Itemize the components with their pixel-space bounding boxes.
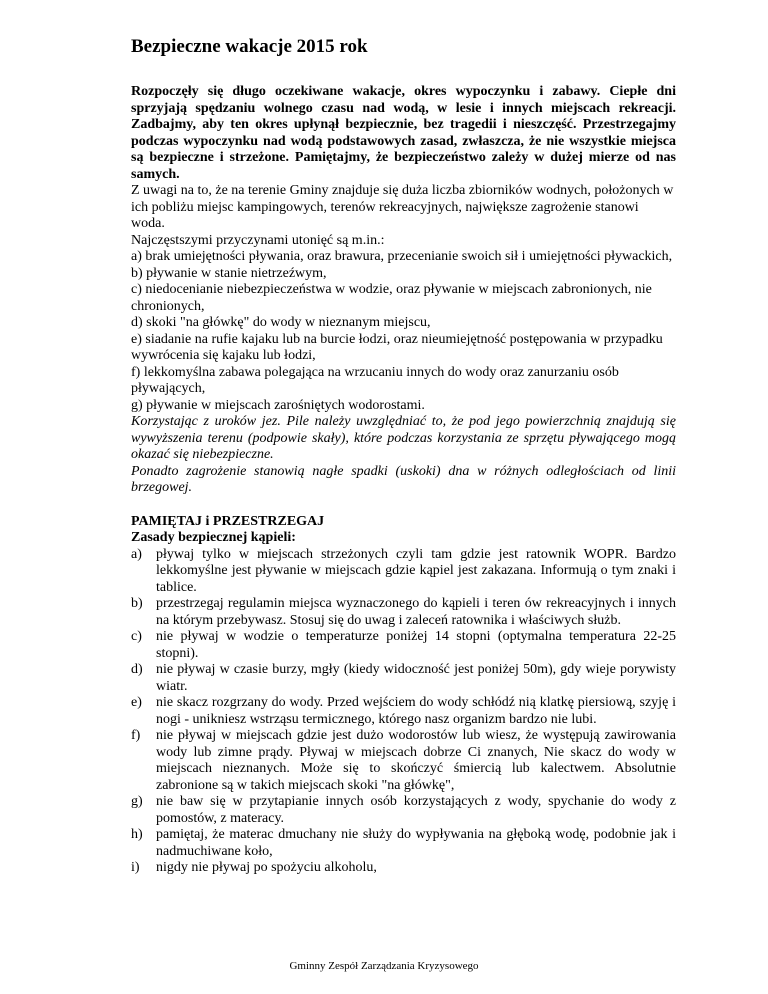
causes-heading: Najczęstszymi przyczynami utonięć są m.in.:: [131, 232, 385, 248]
italic-note-drops: Ponadto zagrożenie stanowią nagłe spadki (uskoki) dna w różnych odległościach od linii brzegowej.: [131, 463, 676, 495]
rule-text: nigdy nie pływaj po spożyciu alkoholu,: [156, 860, 377, 875]
rule-text: pamiętaj, że materac dmuchany nie służy do wypływania na głęboką wodę, podobnie jak i nadmuchiwane koło,: [156, 827, 676, 859]
cause-item: d) skoki "na główkę" do wody w nieznanym miejscu,: [131, 315, 431, 330]
intro-bold-paragraph: Rozpoczęły się długo oczekiwane wakacje, okres wypoczynku i zabawy. Ciepłe dni sprzyjają spędzaniu wolnego czasu nad wodą, w lesie i innych miejscach rekreacji. Zadbajmy, aby ten okres upłynął bezpiecznie, bez tragedii i nieszczęść. Przestrzegajmy podczas wypoczynku nad wodą podstawowych zasad, zwłaszcza, że nie wszystkie miejsca są bezpieczne i strzeżone. Pamiętajmy, że bezpieczeństwo zależy w dużej mierze od nas samych.: [131, 84, 676, 182]
document-page: [131, 35, 676, 877]
rule-marker: i): [131, 860, 140, 875]
rule-item: [131, 629, 676, 662]
rule-marker: c): [131, 629, 142, 644]
rule-text: nie pływaj w wodzie o temperaturze poniżej 14 stopni (optymalna temperatura 22-25 stopni).: [156, 629, 676, 661]
rule-item: [131, 827, 676, 860]
rule-item: [131, 662, 676, 695]
section-heading: PAMIĘTAJ i PRZESTRZEGAJ: [131, 513, 325, 529]
rules-heading: Zasady bezpiecznej kąpieli:: [131, 530, 296, 545]
cause-item: g) pływanie w miejscach zarośniętych wodorostami.: [131, 397, 425, 413]
rule-text: nie baw się w przytapianie innych osób korzystających z wody, spychanie do wody z pomostów, z materacy.: [156, 794, 676, 826]
rule-marker: f): [131, 728, 141, 743]
cause-item: b) pływanie w stanie nietrzeźwym,: [131, 265, 327, 281]
rule-marker: g): [131, 794, 143, 809]
lake-paragraph: Z uwagi na to, że na terenie Gminy znajduje się duża liczba zbiorników wodnych, położonych w ich pobliżu miejsc kampingowych, terenów rekreacyjnych, największe zagrożenie stanowi woda.: [131, 183, 674, 231]
rule-marker: d): [131, 662, 143, 677]
rule-marker: e): [131, 695, 142, 710]
cause-item: f) lekkomyślna zabawa polegająca na wrzucaniu innych do wody oraz zanurzaniu osób pływających,: [131, 364, 619, 396]
rule-text: przestrzegaj regulamin miejsca wyznaczonego do kąpieli i teren ów rekreacyjnych i innych na którym przebywasz. Stosuj się do uwag i zaleceń ratownika i właściwych służb.: [156, 596, 676, 628]
rule-text: nie pływaj w miejscach gdzie jest dużo wodorostów lub wiesz, że występują zawirowania wody lub zimne prądy. Pływaj w miejscach dobrze Ci znanych, Nie skacz do wody w miejscach nieznanych. Może się to skończyć śmiercią lub kalectwem. Absolutnie zabronione są w takich miejscach skoki "na główkę",: [156, 728, 676, 793]
rule-item: [131, 695, 676, 728]
rule-item: [131, 596, 676, 629]
rule-text: nie pływaj w czasie burzy, mgły (kiedy widoczność jest poniżej 50m), gdy wieje porywisty wiatr.: [156, 662, 676, 694]
rule-item: [131, 794, 676, 827]
page-footer: Gminny Zespół Zarządzania Kryzysowego: [289, 960, 479, 972]
rule-text: nie skacz rozgrzany do wody. Przed wejściem do wody schłódź nią klatkę piersiową, szyję i nogi - unikniesz wstrząsu termicznego, którego nasz organizm bardzo nie lubi.: [156, 695, 676, 727]
cause-item: a) brak umiejętności pływania, oraz brawura, przecenianie swoich sił i umiejętności pływackich,: [131, 249, 673, 264]
rule-text: pływaj tylko w miejscach strzeżonych czyli tam gdzie jest ratownik WOPR. Bardzo lekkomyślne jest pływanie w miejscach gdzie kąpiel jest zakazana. Informują o tym znaki i tablice.: [156, 546, 676, 595]
rule-item: [131, 547, 676, 597]
italic-note-rocks: Korzystając z uroków jez. Pile należy uwzględniać to, że pod jego powierzchnią znajdują się wywyższenia terenu (podpowie skały), które podczas korzystania ze sprzętu pływającego mogą okazać się niebezpieczne.: [131, 414, 676, 462]
rules-list: [131, 547, 676, 877]
rule-marker: a): [131, 546, 142, 562]
rule-item: [131, 728, 676, 794]
rule-marker: b): [131, 596, 143, 611]
cause-item: e) siadanie na rufie kajaku lub na burcie łodzi, oraz nieumiejętność postępowania w przypadku wywrócenia się kajaku lub łodzi,: [131, 331, 663, 363]
rule-item: [131, 860, 676, 877]
page-title: Bezpieczne wakacje 2015 rok: [131, 36, 368, 57]
rule-marker: h): [131, 827, 143, 842]
cause-item: c) niedocenianie niebezpieczeństwa w wodzie, oraz pływanie w miejscach zabronionych, nie chronionych,: [131, 282, 652, 314]
causes-list: [131, 249, 676, 414]
